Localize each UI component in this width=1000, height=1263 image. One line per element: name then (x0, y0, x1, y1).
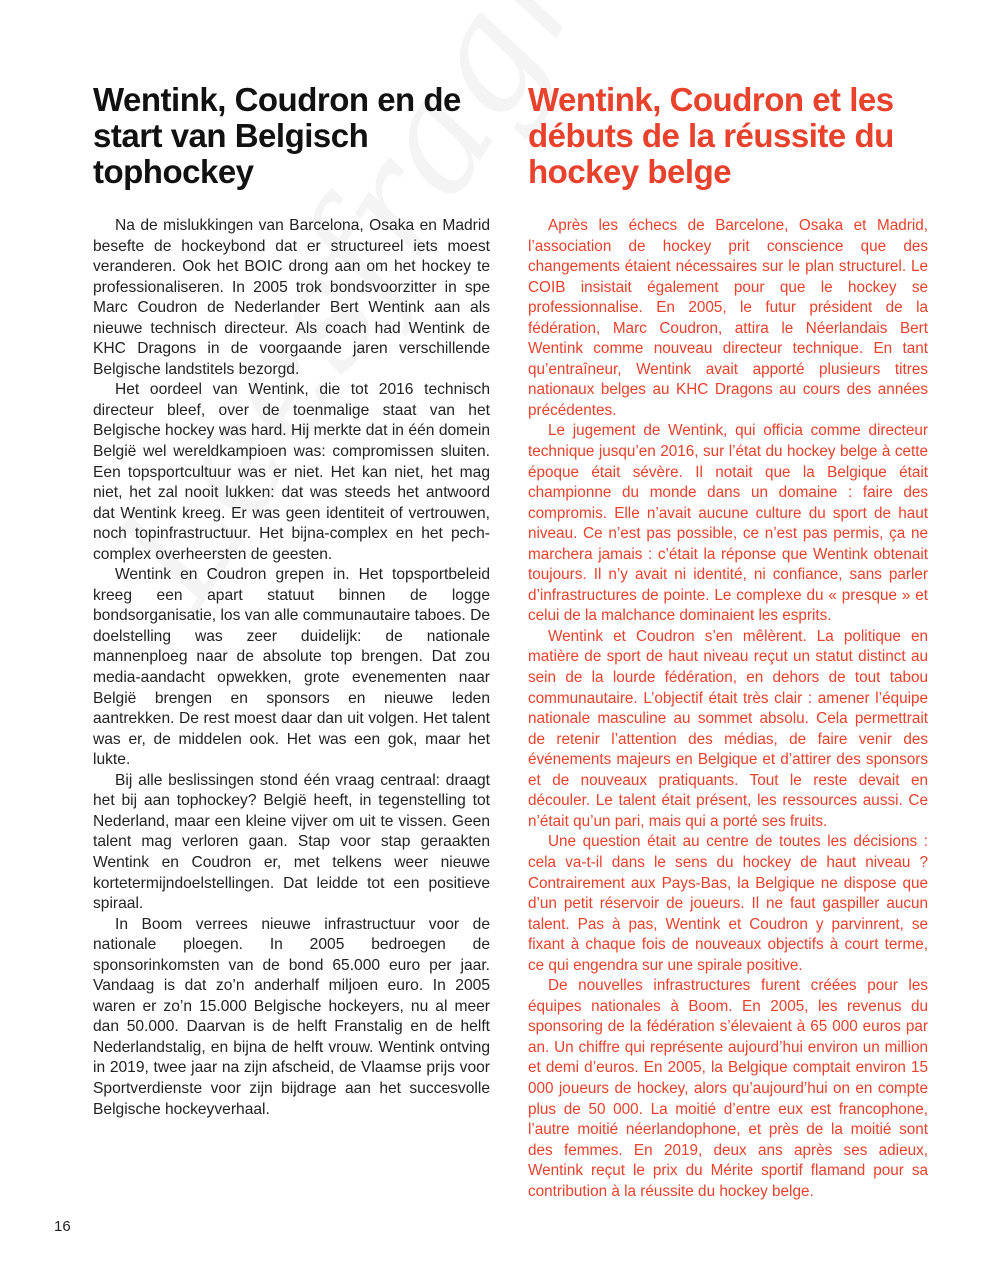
page-number: 16 (54, 1218, 71, 1235)
dutch-title: Wentink, Coudron en de start van Belgisch tophockey (93, 81, 461, 190)
french-paragraph: De nouvelles infrastructures furent créées pour les équipes nationales à Boom. En 2005, les revenus du sponsoring de la fédération s’élevaient à 65 000 euros par an. Un chiffre qui représente aujourd’hui environ un million et demi d’euros. En 2005, la Belgique comptait environ 15 000 joueurs de hockey, alors qu’aujourd’hui on en compte plus de 50 000. La moitié d’entre eux est francophone, l’autre moitié néerlandophone, et près de la moitié sont des femmes. En 2019, deux ans après ses adieux, Wentink reçut le prix du Mérite sportif flamand pour sa contribution à la réussite du hockey belge. (528, 977, 928, 1200)
dutch-body (93, 216, 490, 1120)
dutch-paragraph: Bij alle beslissingen stond één vraag centraal: draagt het bij aan tophockey? België heeft, in tegenstelling tot Nederland, maar een kleine vijver om uit te vissen. Geen talent mag verloren gaan. Stap voor stap geraakten Wentink en Coudron er, met telkens weer nieuwe kortetermijndoelstellingen. Dat leidde tot een positieve spiraal. (93, 771, 490, 913)
dutch-column (93, 82, 490, 1120)
dutch-paragraph: Wentink en Coudron grepen in. Het topsportbeleid kreeg een apart statuut binnen de logge bondsorganisatie, los van alle communautaire taboes. De doelstelling was zeer duidelijk: de nationale mannenploeg naar de absolute top brengen. Dat zou media-aandacht opwekken, grote evenementen naar België brengen en sponsors en nieuwe leden aantrekken. De rest moest daar dan uit volgen. Het talent was er, de middelen ook. Het was een gok, maar het lukte. (93, 566, 491, 769)
dutch-paragraph: In Boom verrees nieuwe infrastructuur voor de nationale ploegen. In 2005 bedroegen de sponsorinkomsten van de bond 65.000 euro per jaar. Vandaag is dat zo’n anderhalf miljoen euro. In 2005 waren er zo’n 15.000 Belgische hockeyers, nu al meer dan 50.000. Daarvan is de helft Franstalig en de helft Nederlandstalig, en bijna de helft vrouw. Wentink ontving in 2019, twee jaar na zijn afscheid, de Vlaamse prijs voor Sportverdienste voor zijn bijdrage aan het succesvolle Belgische hockeyverhaal. (93, 915, 490, 1118)
french-paragraph: Après les échecs de Barcelone, Osaka et Madrid, l’association de hockey prit conscience que des changements étaient nécessaires sur le plan structurel. Le COIB insistait également pour que le hockey se professionnalise. En 2005, le futur président de la fédération, Marc Coudron, attira le Néerlandais Bert Wentink comme nouveau directeur technique. En tant qu’entraîneur, Wentink avait apporté plusieurs titres nationaux belges au KHC Dragons au cours des années précédentes. (528, 217, 928, 419)
dutch-paragraph: Het oordeel van Wentink, die tot 2016 technisch directeur bleef, over de toenmalige staat van het Belgische hockey was hard. Hij merkte dat in één domein België wel wereldkampioen was: compromissen sluiten. Een topsportcultuur was er niet. Het kan niet, het mag niet, het zal nooit lukken: dat was steeds het antwoord dat Wentink kreeg. Er was geen identiteit of vertrouwen, noch topinfrastructuur. Het bijna-complex en het pech-complex overheersten de geesten. (93, 381, 490, 563)
french-column (528, 82, 928, 1202)
dutch-paragraph: Na de mislukkingen van Barcelona, Osaka en Madrid besefte de hockeybond dat er structureel iets moest veranderen. Ook het BOIC drong aan om het hockey te professionaliseren. In 2005 trok bondsvoorzitter in spe Marc Coudron de Nederlander Bert Wentink aan als nieuwe technisch directeur. Als coach had Wentink de KHC Dragons in de voorgaande jaren verschillende Belgische landstitels bezorgd. (93, 217, 490, 378)
french-paragraph: Une question était au centre de toutes les décisions : cela va-t-il dans le sens du hockey de haut niveau ? Contrairement aux Pays-Bas, la Belgique ne dispose que d’un petit réservoir de joueurs. Il ne faut gaspiller aucun talent. Pas à pas, Wentink et Coudron y parvinrent, se fixant à chaque fois de nouveaux objectifs à court terme, ce qui engendra sur une spirale positive. (528, 833, 928, 974)
french-paragraph: Le jugement de Wentink, qui officia comme directeur technique jusqu’en 2016, sur l’état du hockey belge à cette époque était sévère. Il notait que la Belgique était championne du monde dans un domaine : faire des compromis. Elle n’avait aucune culture du sport de haut niveau. Ce n’est pas possible, ce n’est pas permis, ça ne marchera jamais : c’était la réponse que Wentink obtenait toujours. Il n’y avait ni identité, ni confiance, sans parler d’infrastructures de pointe. Le complexe du « presque » et celui de la malchance dominaient les esprits. (528, 422, 928, 625)
french-title: Wentink, Coudron et les débuts de la réussite du hockey belge (528, 81, 894, 190)
french-paragraph: Wentink et Coudron s’en mêlèrent. La politique en matière de sport de haut niveau reçut un statut distinct au sein de la lourde fédération, en dehors de tout tabou communautaire. L’objectif était très clair : amener l’équipe nationale masculine au sommet absolu. Cela permettrait de retenir l’attention des médias, de faire venir des événements majeurs en Belgique et d’attirer des sponsors et de nouveaux pratiquants. Tout le reste devait en découler. Le talent était présent, les ressources aussi. Ce n’était qu’un pari, mais qui a porté ses fruits. (528, 627, 928, 830)
french-body (528, 216, 928, 1202)
